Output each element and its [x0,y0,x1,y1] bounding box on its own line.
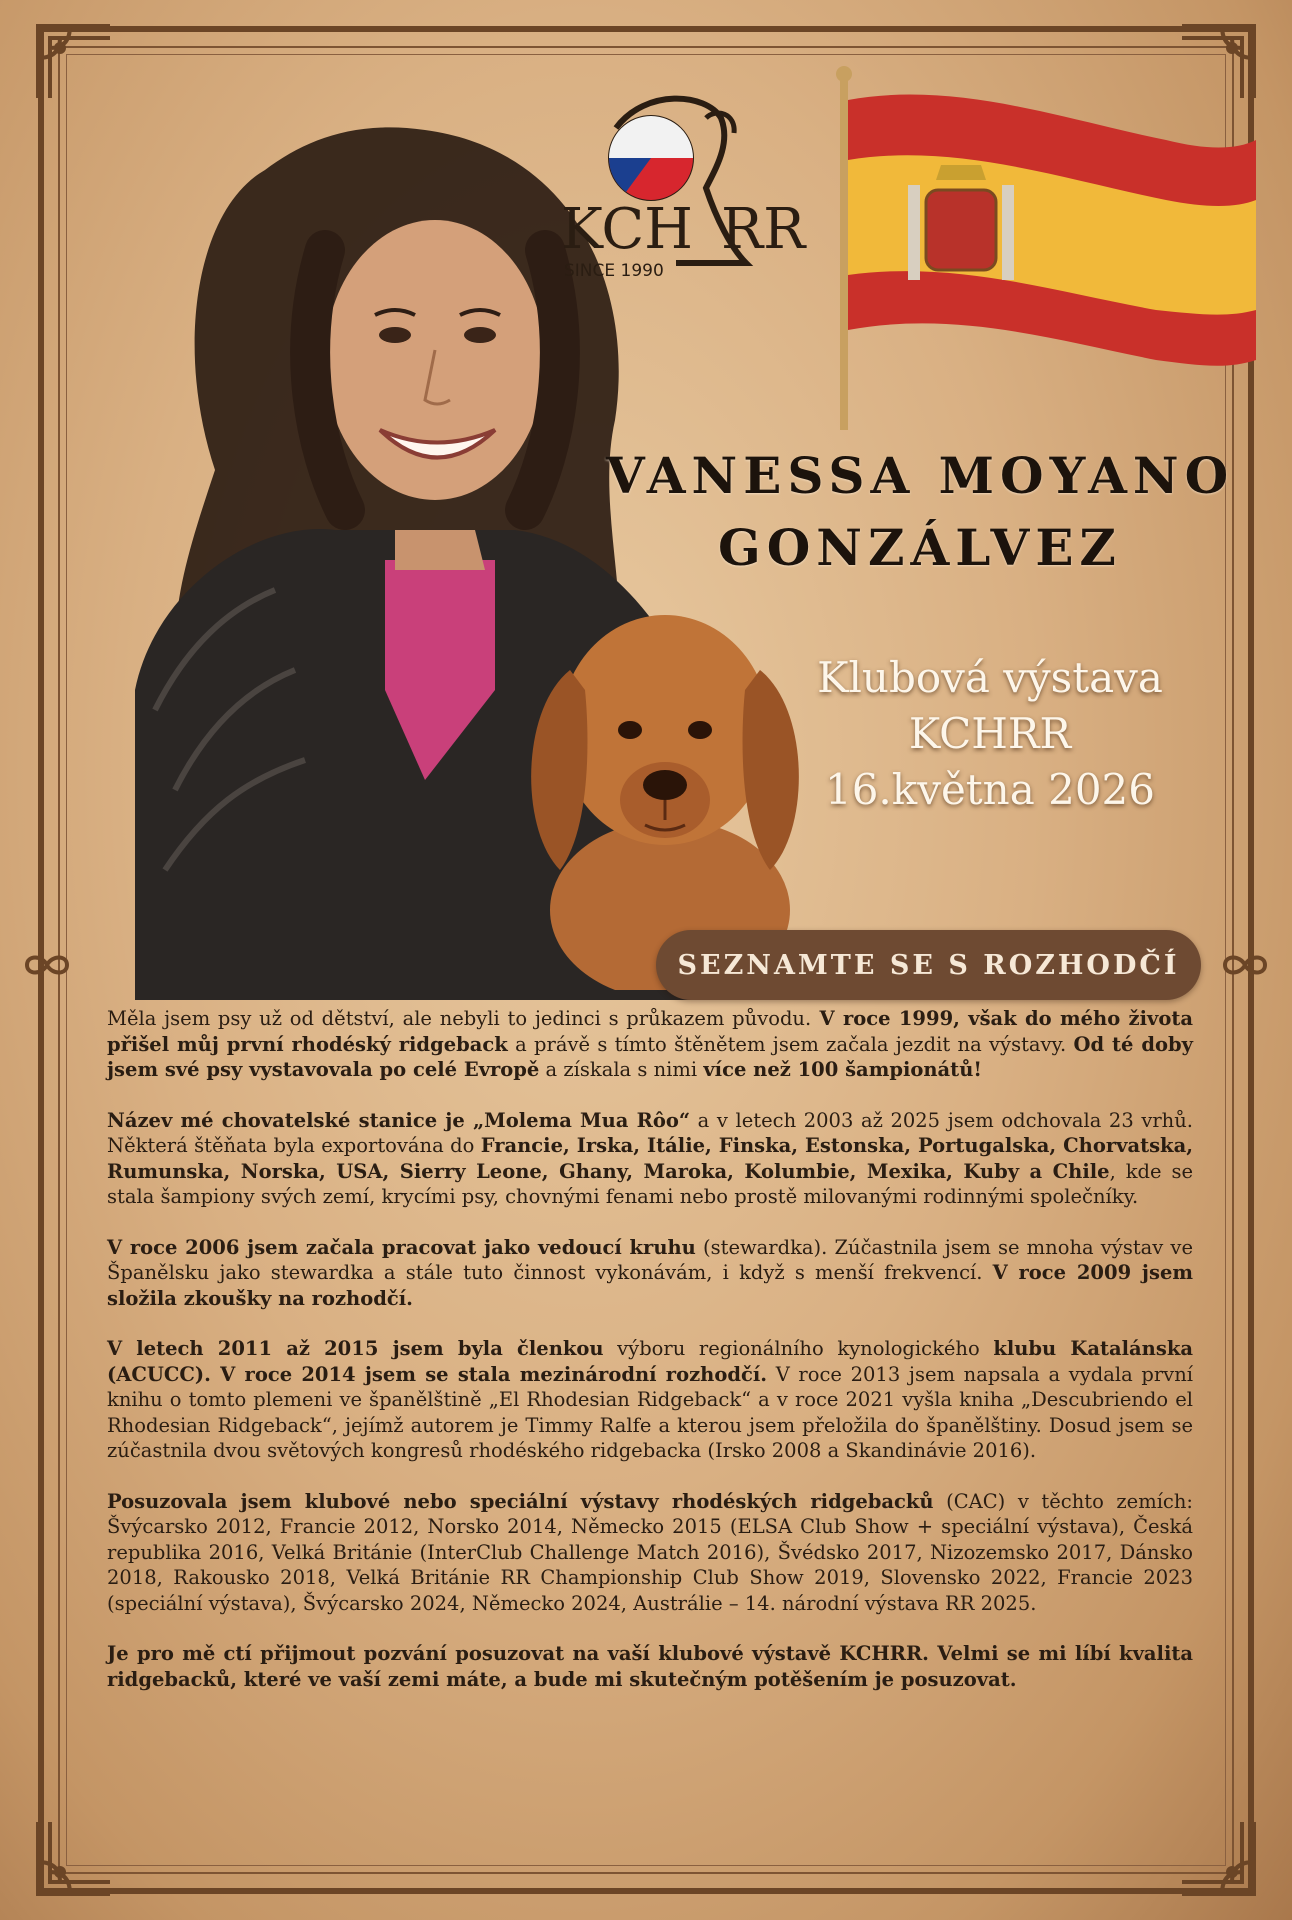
judge-bio [107,1006,1193,1717]
kchrr-logo [556,88,846,288]
bio-text-run: (CAC) v těchto zemích: Švýcarsko 2012, Francie 2012, Norsko 2014, Německo 2015 (ELSA Club Show + speciální výstava), Česká republika 2016, Velká Británie (InterClub Challenge Match 2016), Švédsko 2017, Nizozemsko 2017, Dánsko 2018, Rakousko 2018, Velká Británie RR Championship Club Show 2019, Slovensko 2022, Francie 2023 (speciální výstava), Švýcarsko 2024, Německo 2024, Austrálie – 14. národní výstava RR 2025. [107,1489,1193,1615]
corner-ornament-bottom-left [30,1812,120,1902]
event-date: 16.května 2026 [824,765,1156,814]
corner-ornament-bottom-right [1172,1812,1262,1902]
bio-paragraph [107,1641,1193,1692]
bio-paragraph [107,1108,1193,1210]
bio-paragraph [107,1235,1193,1312]
side-ornament-right [1220,950,1270,980]
bio-text-run: a právě s tímto štěnětem jsem začala jezdit na výstavy. [507,1032,1074,1056]
judge-name-line1: VANESSA MOYANO [605,446,1235,505]
logo-wordmark: KCH [561,197,694,262]
bio-bold-run: V roce 1999, však do mého života přišel můj první rhodéský ridgeback [107,1007,1193,1056]
bio-text-run: a získala s nimi [539,1058,704,1081]
bio-text-run: a v letech 2003 až 2025 jsem odchovala 23 vrhů. Některá štěňata byla exportována do [107,1108,1193,1157]
bio-text-run: (stewardka). Zúčastnila jsem se mnoha výstav ve Španělsku jako stewardka a stále tuto činnost vykonávám, i když s menší frekvencí. [107,1235,1193,1284]
bio-bold-run: Od té doby jsem své psy vystavovala po celé Evropě [107,1032,1193,1081]
bio-bold-run: Je pro mě ctí přijmout pozvání posuzovat na vaší klubové výstavě KCHRR. Velmi se mi líbí kvalita ridgebacků, které ve vaší zemi máte, a bude mi skutečným potěšením je posuzovat. [107,1642,1193,1691]
bio-bold-run: Posuzovala jsem klubové nebo speciální výstavy rhodéských ridgebacků [107,1489,934,1513]
bio-text-run: , kde se stala šampiony svých zemí, krycími psy, chovnými fenami nebo prostě milovanými rodinnými společníky. [107,1159,1194,1208]
bio-paragraph [107,1489,1193,1617]
event-info [770,650,1210,818]
bio-paragraph [107,1006,1193,1083]
bio-text-run: výboru regionálního kynologického [603,1337,994,1360]
judge-name-line2: GONZÁLVEZ [718,518,1122,577]
meet-the-judge-button[interactable]: SEZNAMTE SE S ROZHODČÍ [656,930,1201,1000]
spain-flag [836,60,1256,450]
svg-text:RR: RR [721,197,806,262]
judge-name [600,440,1240,584]
bio-text-run: Měla jsem psy už od dětství, ale nebyli to jedinci s průkazem původu. [107,1007,812,1030]
bio-text-run: V roce 2013 jsem napsala a vydala první knihu o tomto plemeni ve španělštině „El Rhodesian Ridgeback“ a v roce 2021 vyšla kniha „Descubriendo el Rhodesian Ridgeback“, jejímž autorem je Timmy Ralfe a kterou jsem přeložila do španělštiny. Dosud jsem se zúčastnila dvou světových kongresů rhodéského ridgebacka (Irsko 2008 a Skandinávie 2016). [107,1362,1193,1462]
bio-bold-run: Francie, Irska, Itálie, Finska, Estonska, Portugalska, Chorvatska, Rumunska, Norska, USA, Sierry Leone, Ghany, Maroka, Kolumbie, Mexika, Kuby a Chile [107,1134,1193,1183]
event-club: KCHRR [908,709,1072,758]
bio-bold-run: Název mé chovatelské stanice je „Molema Mua Rôo“ [107,1108,691,1132]
bio-paragraph [107,1336,1193,1464]
bio-bold-run: V roce 2009 jsem složila zkoušky na rozhodčí. [107,1261,1193,1310]
bio-bold-run: V roce 2006 jsem začala pracovat jako vedoucí kruhu [107,1235,696,1259]
event-title: Klubová výstava [817,653,1163,702]
side-ornament-left [22,950,72,980]
logo-since: SINCE 1990 [564,261,664,281]
bio-bold-run: klubu Katalánska (ACUCC). V roce 2014 jsem se stala mezinárodní rozhodčí. [107,1337,1193,1386]
bio-bold-run: V letech 2011 až 2015 jsem byla členkou [107,1337,604,1360]
bio-bold-run: více než 100 šampionátů! [703,1058,982,1081]
